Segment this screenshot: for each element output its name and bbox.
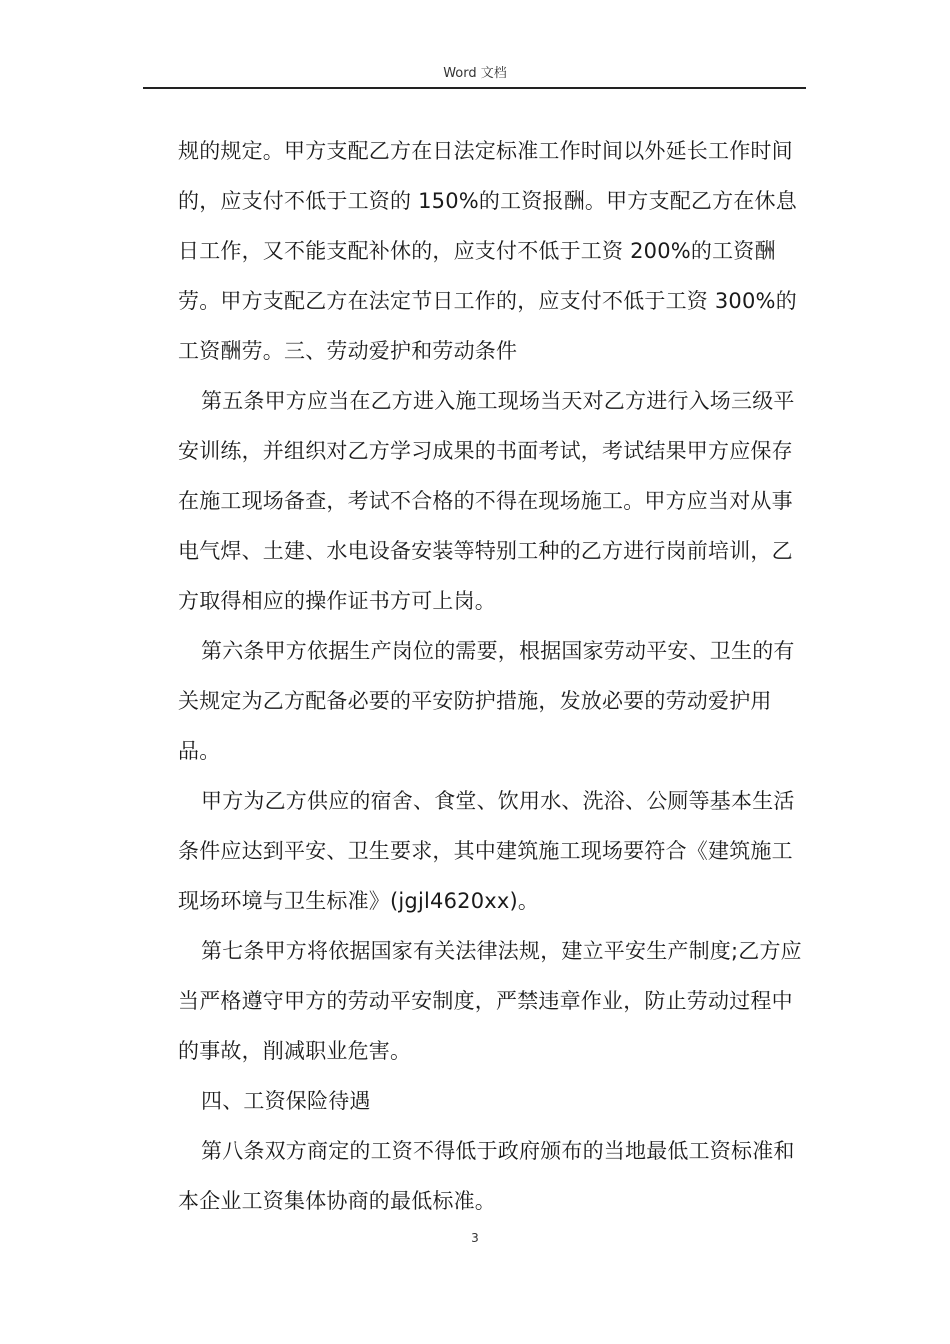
paragraph-wage-overtime: 规的规定。甲方支配乙方在日法定标准工作时间以外延长工作时间的，应支付不低于工资的 150%的工资报酬。甲方支配乙方在休息日工作，又不能支配补休的，应支付不低于工资 200%的工资酬劳。甲方支配乙方在法定节日工作的，应支付不低于工资 300%的工资酬劳。三、劳动爱护和劳动条件: [178, 139, 797, 363]
paragraph-article-5: 第五条甲方应当在乙方进入施工现场当天对乙方进行入场三级平安训练，并组织对乙方学习成果的书面考试，考试结果甲方应保存在施工现场备查，考试不合格的不得在现场施工。甲方应当对从事电气焊、土建、水电设备安装等特别工种的乙方进行岗前培训，乙方取得相应的操作证书方可上岗。: [178, 389, 795, 613]
paragraph-article-7: 第七条甲方将依据国家有关法律法规，建立平安生产制度;乙方应当严格遵守甲方的劳动平安制度，严禁违章作业，防止劳动过程中的事故，削减职业危害。: [178, 939, 802, 1063]
paragraph-article-6: 第六条甲方依据生产岗位的需要，根据国家劳动平安、卫生的有关规定为乙方配备必要的平安防护措施，发放必要的劳动爱护用品。: [178, 639, 795, 763]
document-body: [178, 126, 810, 1226]
page-number: 3: [471, 1231, 479, 1245]
paragraph-living-conditions: 甲方为乙方供应的宿舍、食堂、饮用水、洗浴、公厕等基本生活条件应达到平安、卫生要求，其中建筑施工现场要符合《建筑施工现场环境与卫生标准》(jgjl4620xx)。: [178, 789, 795, 913]
header-divider: [143, 87, 806, 89]
document-header-title: Word 文档: [443, 66, 507, 81]
section-heading-wages-insurance: 四、工资保险待遇: [201, 1089, 371, 1113]
paragraph-article-8: 第八条双方商定的工资不得低于政府颁布的当地最低工资标准和本企业工资集体协商的最低标准。: [178, 1139, 795, 1213]
